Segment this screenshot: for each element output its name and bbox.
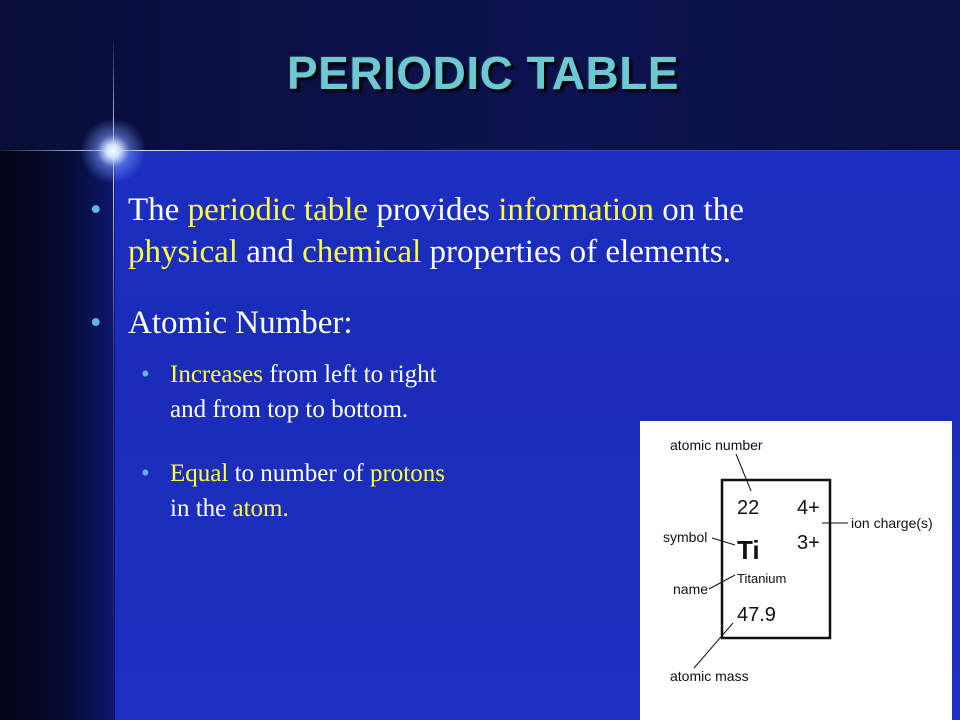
highlight-text: protons [369, 460, 445, 487]
element-name: Titanium [737, 571, 787, 586]
atomic-number-label: atomic number [670, 437, 763, 453]
ion-charge-label: ion charge(s) [851, 515, 933, 531]
atomic-number-leader [736, 454, 751, 491]
bullet-text: to number of [228, 460, 370, 487]
element-charge-2: 3+ [797, 532, 820, 554]
bullet-text: provides [368, 192, 499, 228]
bullet-text: on the [654, 192, 744, 228]
highlight-text: chemical [302, 234, 422, 270]
symbol-label: symbol [663, 529, 708, 545]
highlight-text: physical [128, 234, 238, 270]
element-number: 22 [737, 497, 760, 519]
highlight-text: periodic table [187, 192, 369, 228]
highlight-text: Equal [170, 460, 229, 487]
element-symbol: Ti [737, 535, 760, 565]
element-key-svg [640, 421, 952, 720]
bullet-text: from left to right [263, 361, 437, 388]
sub-bullet-dot: • [141, 361, 150, 388]
highlight-text: Increases [170, 361, 263, 388]
bullet-text: in the [170, 495, 233, 522]
element-key-diagram [640, 421, 952, 720]
bullet-periodic-table [128, 189, 938, 273]
bullet-dot: • [90, 305, 102, 341]
sub-bullet-increases [170, 357, 620, 427]
bullet-text: The [128, 192, 188, 228]
highlight-text: information [498, 192, 655, 228]
element-charge-1: 4+ [797, 497, 820, 519]
sub-bullet-dot: • [141, 460, 150, 487]
bullet-text: and [237, 234, 303, 270]
element-mass: 47.9 [737, 604, 776, 626]
lens-flare-glow [80, 118, 146, 184]
highlight-text: atom. [232, 495, 289, 522]
bullet-text: and from top to bottom. [170, 396, 409, 423]
atomic-mass-label: atomic mass [670, 668, 749, 684]
bullet-atomic-number [128, 302, 353, 344]
bullet-text: Atomic Number: [128, 305, 353, 341]
symbol-leader [712, 538, 735, 545]
atomic-mass-leader [694, 623, 733, 668]
bullet-text: properties of elements. [421, 234, 731, 270]
left-shade [0, 150, 115, 720]
name-label: name [673, 581, 709, 597]
sub-bullet-equal [170, 456, 620, 526]
slide-title: PERIODIC TABLE [286, 47, 680, 99]
bullet-dot: • [90, 192, 102, 228]
